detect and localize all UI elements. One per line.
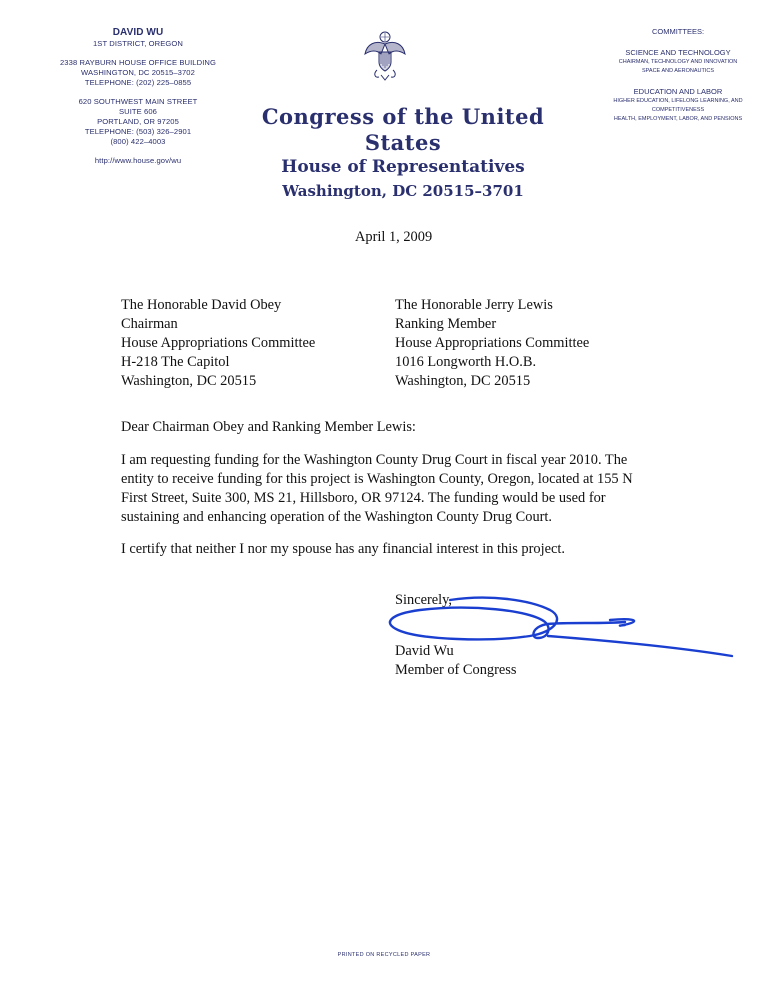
district-office-line: SUITE 606 (118, 107, 158, 116)
committee-detail: HEALTH, EMPLOYMENT, LABOR, AND PENSIONS (613, 116, 743, 122)
dc-office-line: 2338 RAYBURN HOUSE OFFICE BUILDING (59, 58, 216, 67)
recycled-paper-note: PRINTED ON RECYCLED PAPER (337, 952, 431, 958)
committees-heading: COMMITTEES: (651, 27, 705, 36)
district-office-line: 620 SOUTHWEST MAIN STREET (78, 97, 198, 106)
addressee-line: Washington, DC 20515 (121, 373, 257, 389)
paragraph-line: entity to receive funding for this project is Washington County, Oregon, located at 155 N (121, 471, 633, 487)
committees-block (598, 27, 758, 124)
letter-date: April 1, 2009 (355, 229, 433, 245)
addressee-left (121, 296, 315, 391)
house-title: House of Representatives (281, 157, 525, 177)
member-district: 1ST DISTRICT, OREGON (92, 39, 184, 48)
addressee-right (395, 296, 589, 391)
congress-title: Congress of the United States (261, 104, 545, 155)
member-name: DAVID WU (112, 27, 164, 38)
addressee-line: Washington, DC 20515 (395, 373, 531, 389)
salutation: Dear Chairman Obey and Ranking Member Lewis: (121, 419, 416, 435)
letterhead-title (243, 104, 563, 203)
addressee-line: 1016 Longworth H.O.B. (395, 354, 537, 370)
addressee-line: The Honorable Jerry Lewis (395, 297, 553, 313)
certification-paragraph: I certify that neither I nor my spouse has any financial interest in this project. (121, 541, 565, 557)
signer-name: David Wu (395, 643, 454, 659)
paragraph-line: First Street, Suite 300, MS 21, Hillsboro, OR 97124. The funding would be used for (121, 490, 606, 506)
paragraph-line: I am requesting funding for the Washington County Drug Court in fiscal year 2010. The (121, 452, 628, 468)
committee-name: EDUCATION AND LABOR (633, 87, 723, 96)
great-seal-eagle-icon (363, 30, 407, 87)
washington-address: Washington, DC 20515–3701 (282, 182, 524, 200)
addressee-line: House Appropriations Committee (121, 335, 316, 351)
body-paragraph (121, 451, 661, 527)
dc-office-line: TELEPHONE: (202) 225–0855 (84, 78, 192, 87)
addressee-line: The Honorable David Obey (121, 297, 282, 313)
committee-detail: CHAIRMAN, TECHNOLOGY AND INNOVATION (618, 59, 738, 65)
committee-detail: HIGHER EDUCATION, LIFELONG LEARNING, AND (613, 98, 743, 104)
addressee-line: House Appropriations Committee (395, 335, 590, 351)
dc-office-line: WASHINGTON, DC 20515–3702 (81, 68, 195, 77)
addressee-line: Ranking Member (395, 316, 497, 332)
closing: Sincerely, (395, 592, 453, 608)
member-contact-block (50, 27, 226, 166)
district-office-line: (800) 422–4003 (110, 137, 166, 146)
addressee-line: H-218 The Capitol (121, 354, 230, 370)
paragraph-line: sustaining and enhancing operation of the Washington County Drug Court. (121, 509, 553, 525)
committee-detail: SPACE AND AERONAUTICS (641, 68, 715, 74)
district-office-line: TELEPHONE: (503) 326–2901 (84, 127, 192, 136)
addressee-line: Chairman (121, 316, 178, 332)
district-office-line: PORTLAND, OR 97205 (97, 117, 179, 126)
committee-name: SCIENCE AND TECHNOLOGY (625, 48, 731, 57)
website-link: http://www.house.gov/wu (94, 156, 182, 165)
committee-detail: COMPETITIVENESS (651, 107, 705, 113)
signer-title: Member of Congress (395, 662, 517, 678)
